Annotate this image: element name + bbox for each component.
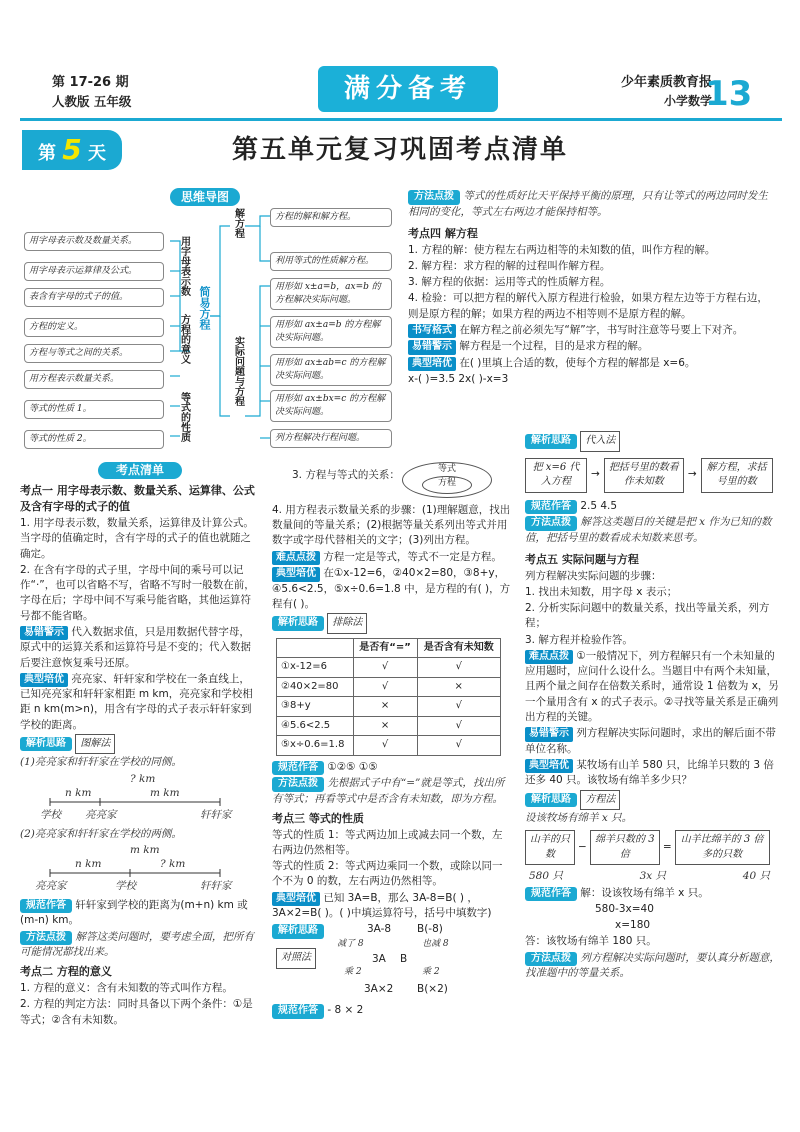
k4-ex-label: 典型培优 [408,357,456,372]
newspaper-name: 少年素质教育报 [620,75,712,90]
k2-hard-label: 难点点拨 [272,551,320,566]
d1-xuan: 轩轩家 [200,808,232,821]
k4-ans-label: 规范作答 [525,500,577,515]
k3-ex-text: 已知 3A=B，那么 3A-8=B( ) ，3A×2=B( )。( )中填运算符号，括号中填数字) [272,891,492,920]
table-row [277,658,501,678]
d2-liang: 亮亮家 [35,879,67,892]
k4-warn-text: 解方程是一个过程，目的是求方程的解。 [459,340,649,353]
calc-top-right: B(-8) [417,923,443,936]
k4-warn-label: 易错警示 [408,340,456,355]
solve-1: 580-3x=40 [595,903,654,915]
k5-ans-label: 规范作答 [525,887,577,902]
flow-chart [525,458,780,493]
k1-anal-method: 图解法 [75,734,115,755]
day-prefix: 第 [37,143,56,164]
k4-p1: 1. 方程的解：使方程左右两边相等的未知数的值，叫作方程的解。 [408,243,716,256]
relation-values [525,869,780,884]
k5-ex-label: 典型培优 [525,759,573,774]
k2-anal-method: 排除法 [327,613,367,634]
page-number: 13 [705,74,753,114]
mm-left-6: 等式的性质 1。 [24,400,164,419]
table-row [277,697,501,717]
mm-mid-0: 用字母表示数 [178,236,190,296]
mm-r2: 实际问题与方程 [232,336,244,406]
table-cell: √ [417,736,501,756]
venn-outer-label: 等式 [437,464,456,474]
k4-fmt-text: 在解方程之前必须先写“解”字，书写时注意等号要上下对齐。 [459,323,744,336]
k5-p3: 3. 解方程并检验作答。 [525,633,633,646]
k1-ex-label: 典型培优 [20,673,68,688]
k1-anal-label: 解析思路 [20,737,72,752]
table-cell: ②40×2=80 [277,677,354,697]
mm-right-2: 用形如 x±a=b，ax=b 的方程解决实际问题。 [270,278,392,310]
mm-right-6: 列方程解决行程问题。 [270,429,392,448]
k5-ex-text: 某牧场有山羊 580 只，比绵羊只数的 3 倍还多 40 只。该牧场有绵羊多少只？ [525,758,774,787]
k5-p0: 列方程解决实际问题的步骤： [525,569,662,582]
table-header [277,638,501,658]
k5-hard-label: 难点点拨 [525,650,573,665]
calc-diagram [272,922,512,1002]
k2-ex-label: 典型培优 [272,567,320,582]
venn-inner-label: 方程 [437,478,456,488]
calc-sub-l: 减了 8 [337,939,364,950]
k2-heading: 考点二 方程的意义 [20,965,112,979]
checklist-head: 考点清单 [98,462,182,479]
k2-ex-text: 在①x-12=6，②40×2=80，③8+y，④5.6<2.5，⑤x÷0.6=1.8 中，是方程的有( )，方程有( )。 [272,567,511,610]
k4-ex-text: 在( )里填上合适的数，使每个方程的解都是 x=6。 [459,356,696,369]
table-th-2: 是否含有未知数 [417,638,501,658]
k5-anal-method: 方程法 [580,790,620,811]
k4-eqs: x-( )=3.5 2x( )-x=3 [408,373,509,386]
mm-left-0: 用字母表示数及数量关系。 [24,232,164,251]
k2-hard-text: 方程一定是等式，等式不一定是方程。 [323,550,502,563]
k2-p4: 4. 用方程表示数量关系的步骤：(1)理解题意，找出数量间的等量关系；(2)根据等量关系列出等式并用数字或字母代替相关的文字；(3)列出方程。 [272,504,511,547]
mm-right-5: 用形如 ax±bx=c 的方程解决实际问题。 [270,390,392,422]
d2-label-m: m km [130,843,160,856]
page-title: 第五单元复习巩固考点清单 [231,135,568,165]
k5-answer: 答：该牧场有绵羊 180 只。 [525,935,657,948]
mm-left-2: 表含有字母的式子的值。 [24,288,164,307]
k4-tip-label: 方法点拨 [525,516,577,531]
table-cell: ①x-12=6 [277,658,354,678]
header-left [52,74,352,111]
calc-bot-l: 3A×2 [364,983,394,996]
k1-ex-text: 亮亮家、轩轩家和学校在一条直线上，已知亮亮家和轩轩家相距 m km，亮亮家和学校相距 n km(m>n)，用含有字母的式子表示轩轩家到学校的距离。 [20,672,253,731]
table-cell: √ [417,716,501,736]
mm-right-3: 用形如 ax±a=b 的方程解决实际问题。 [270,316,392,348]
k1-ans-label: 规范作答 [20,899,72,914]
calc-bot-r: B(×2) [417,983,448,996]
table-row [277,677,501,697]
column-3-right [525,430,780,982]
k1-warn-text: 代入数据求值，只是用数据代替字母，原式中的运算关系和运算符号是不变的；代入数据后要注意恢复乘号还原。 [20,625,251,669]
mm-mid-1: 方程的意义 [178,314,190,364]
logo-banner: 满分备考 [318,66,498,112]
day-suffix: 天 [88,143,107,164]
table-cell: × [353,716,417,736]
mind-map [20,186,395,456]
k4-heading: 考点四 解方程 [408,226,478,240]
mm-mid-2: 等式的性质 [178,392,190,442]
table-corner [277,638,354,658]
calc-top-left: 3A-8 [367,923,392,936]
k3-ex-label: 典型培优 [272,892,320,907]
table-cell: ⑤x÷0.6=1.8 [277,736,354,756]
k2-p2: 2. 方程的判定方法：同时具备以下两个条件：①是等式；②含有未知数。 [20,998,253,1026]
k3-anal-label: 解析思路 [272,924,324,939]
solve-2: x=180 [615,919,651,932]
calc-mid-r: B [400,953,408,966]
k1-tip-label: 方法点拨 [20,931,72,946]
arrow-icon: → [591,468,600,481]
k4-anal-label: 解析思路 [525,434,577,449]
rel-box-2: 绵羊只数的 3 倍 [590,830,660,865]
rel-val-1: 580 只 [529,870,563,883]
rel-box-1: 山羊的只数 [525,830,575,865]
k2-ans-text: ①②⑤ ①⑤ [327,760,378,773]
header-right [582,74,712,110]
mm-right-0: 方程的解和解方程。 [270,208,392,227]
flow-step-3: 解方程，求括号里的数 [701,458,773,493]
rel-val-2: 3x 只 [639,870,667,883]
table-cell: √ [353,677,417,697]
issue-number: 第 17-26 期 [52,75,129,90]
column-1 [20,462,260,1029]
flow-step-2: 把括号里的数看作未知数 [604,458,684,493]
table-cell: √ [417,697,501,717]
k2-ans-label: 规范作答 [272,761,324,776]
mm-left-5: 用方程表示数量关系。 [24,370,164,389]
k3-p1: 等式的性质 1：等式两边加上或减去同一个数，左右两边仍然相等。 [272,828,503,856]
mind-map-head: 思维导图 [170,188,240,206]
subject-name: 小学数学 [663,93,712,108]
table-cell: √ [417,658,501,678]
calc-mul-l: 乘 2 [344,967,362,978]
line-diagram-2 [20,843,260,897]
k3-ans-label: 规范作答 [272,1004,324,1019]
d1-label-q: ? km [130,772,156,785]
k4-p4: 4. 检验：可以把方程的解代入原方程进行检验，如果方程左边等于方程右边，则是原方程的解；如果方程的两边不相等则不是原方程的解。 [408,292,768,320]
k5-p1: 1. 找出未知数，用字母 x 表示； [525,585,678,598]
d2-xuan: 轩轩家 [200,879,232,892]
mm-left-1: 用字母表示运算律及公式。 [24,262,164,281]
day-badge [22,130,122,170]
k2-anal-label: 解析思路 [272,616,324,631]
arrow-icon: → [687,468,697,481]
k3-anal-method: 对照法 [276,948,316,969]
table-cell: × [353,697,417,717]
mm-right-1: 利用等式的性质解方程。 [270,252,392,271]
d2-label-n: n km [75,857,102,870]
k2-p3: 3. 方程与等式的关系： [292,469,400,481]
k5-warn-label: 易错警示 [525,727,573,742]
check-table [276,638,501,756]
header-divider [20,118,782,121]
k3-ans-text: - 8 × 2 [327,1004,364,1017]
d1-school: 学校 [40,808,61,821]
day-number: 5 [62,133,82,166]
k2-tip-text: 先根据式子中有“=”就是等式，找出所有等式；再看等式中是否含有未知数，即为方程。 [272,777,505,805]
k5-anal-label: 解析思路 [525,793,577,808]
column-3-top [408,188,778,388]
d1-label-n: n km [65,786,92,799]
table-cell: × [417,677,501,697]
edition: 人教版 五年级 [52,93,132,109]
k3-p2: 等式的性质 2：等式两边乘同一个数，或除以同一个不为 0 的数，左右两边仍然相等。 [272,860,503,888]
mm-left-4: 方程与等式之间的关系。 [24,344,164,363]
table-cell: ④5.6<2.5 [277,716,354,736]
table-cell: √ [353,658,417,678]
mm-r1: 解方程 [232,208,244,238]
k2-tip-label: 方法点拨 [272,777,324,792]
rel-val-3: 40 只 [742,870,770,883]
k4-ans-text: 2.5 4.5 [580,499,618,512]
k1-p1: 1. 用字母表示数，数量关系，运算律及计算公式。当字母的值确定时，含有字母的式子的值也就随之确定。 [20,517,254,560]
venn-inner [422,476,472,494]
k1-tip-text: 解答这类问题时，要考虑全面，把所有可能情况都找出来。 [20,930,254,959]
k1-ans-text: 轩轩家到学校的距离为(m+n) km 或(m-n) km。 [20,898,248,927]
k5-warn-text: 列方程解决实际问题时，求出的解后面不带单位名称。 [525,727,776,755]
c3-tip0-text: 等式的性质好比天平保持平衡的原理，只有让等式的两边同时发生相同的变化，等式左右两边才能保持相等。 [408,190,768,218]
d2-school: 学校 [115,879,136,892]
k4-p3: 3. 解方程的依据：运用等式的性质解方程。 [408,276,611,289]
k1-warn-label: 易错警示 [20,626,68,641]
table-cell: ③8+y [277,697,354,717]
k1-case1: (1)亮亮家和轩轩家在学校的同侧。 [20,756,182,769]
relation-boxes [525,830,780,865]
k5-p2: 2. 分析实际问题中的数量关系，找出等量关系，列方程； [525,602,770,630]
k1-case2: (2)亮亮家和轩轩家在学校的两侧。 [20,827,182,840]
k1-p2: 2. 在含有字母的式子里，字母中间的乘号可以记作“·”，也可以省略不写，省略不写时一般数在前，字母在后；字母中间不写乘号能省略，其他运算符号都不能省略。 [20,563,255,622]
equals-icon: = [662,841,672,854]
calc-mul-r: 乘 2 [422,967,440,978]
d1-label-m: m km [150,786,180,799]
venn-row [272,462,512,502]
mm-right-4: 用形如 ax±ab=c 的方程解决实际问题。 [270,354,392,386]
k3-heading: 考点三 等式的性质 [272,811,364,825]
c3-tip0-label: 方法点拨 [408,190,460,205]
table-th-1: 是否有“=” [353,638,417,658]
d1-liang: 亮亮家 [85,808,117,821]
d2-label-q: ? km [160,857,186,870]
minus-icon: − [578,841,587,854]
flow-step-1: 把 x=6 代入方程 [525,458,587,493]
k5-ans-text: 解：设该牧场有绵羊 x 只。 [580,886,709,899]
mm-left-7: 等式的性质 2。 [24,430,164,449]
calc-sub-r: 也减 8 [422,939,449,950]
table-cell: √ [353,736,417,756]
k5-tip-label: 方法点拨 [525,952,577,967]
k4-fmt-label: 书写格式 [408,324,456,339]
mm-left-3: 方程的定义。 [24,318,164,337]
k5-setx: 设该牧场有绵羊 x 只。 [525,812,633,825]
k4-anal-method: 代入法 [580,431,620,452]
calc-mid-l: 3A [372,953,386,966]
mm-center: 简易方程 [197,286,211,330]
k4-tip-text: 解答这类题目的关键是把 x 作为已知的数值，把括号里的数看成未知数来思考。 [525,516,772,544]
table-row [277,736,501,756]
k5-tip-text: 列方程解决实际问题时，要认真分析题意，找准题中的等量关系。 [525,951,780,980]
k1-heading: 考点一 用字母表示数、数量关系、运算律、公式及含有字母的式子的值 [20,484,255,514]
k5-hard-text: ①一般情况下，列方程解只有一个未知量的应用题时，应问什么设什么。当题目中有两个未知量，且两个量之间存在倍数关系时，通常设 1 倍数为 x，另一个量用含有 x 的式子表示。②寻找等量关系是正确列出方程的关键。 [525,649,779,723]
k2-p1: 1. 方程的意义：含有未知数的等式叫作方程。 [20,982,233,995]
rel-box-3: 山羊比绵羊的 3 倍多的只数 [675,830,770,865]
k4-p2: 2. 解方程：求方程的解的过程叫作解方程。 [408,259,611,272]
column-2 [272,462,512,1020]
line-diagram-1 [20,772,260,826]
k5-heading: 考点五 实际问题与方程 [525,552,639,566]
table-row [277,716,501,736]
